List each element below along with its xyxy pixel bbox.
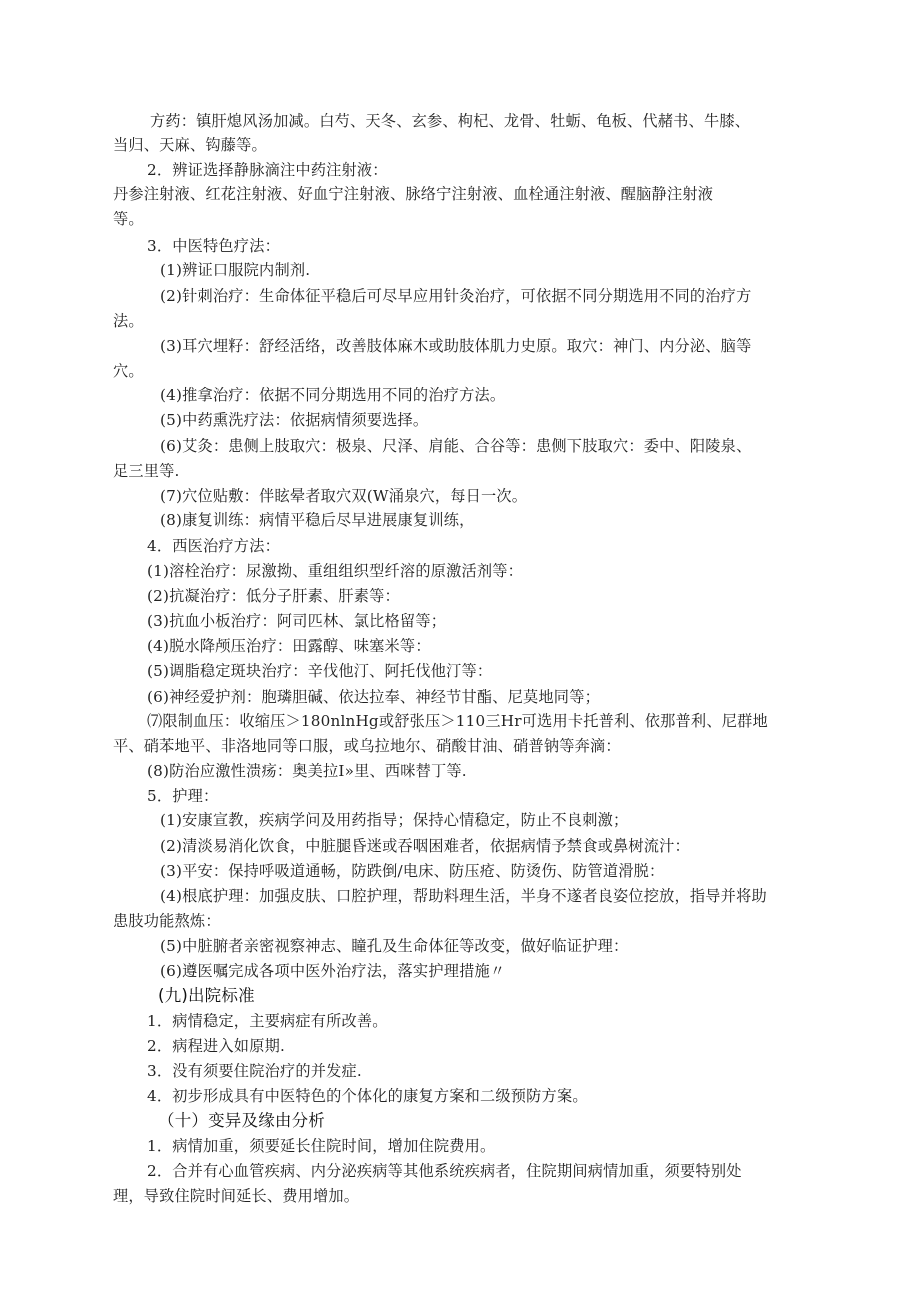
list-item: (4)推拿治疗：依据不同分期选用不同的治疗方法。 <box>160 386 506 404</box>
list-item: (4)脱水降颅压治疗：田露醇、味塞米等： <box>147 637 431 655</box>
list-item: (5)调脂稳定斑块治疗：辛伐他汀、阿托伐他汀等： <box>147 662 493 680</box>
list-item: (4)根底护理：加强皮肤、口腔护理，帮助料理生活，半身不遂者良姿位挖放，指导并将助 <box>160 887 767 905</box>
list-item: 1．病情稳定，主要病症有所改善。 <box>147 1012 388 1030</box>
text-line: 穴。 <box>113 362 144 380</box>
list-item: (5)中药熏洗疗法：依据病情须要选择。 <box>160 411 429 429</box>
list-item: 1．病情加重，须要延长住院时间，增加住院费用。 <box>147 1137 496 1155</box>
list-item: (1)辨证口服院内制剂. <box>160 261 311 279</box>
list-item: 2．合并有心血管疾病、内分泌疾病等其他系统疾病者，住院期间病情加重，须要特别处 <box>147 1162 742 1180</box>
text-line: 理，导致住院时间延长、费用增加。 <box>113 1187 360 1205</box>
list-item: (6)艾灸：患侧上肢取穴：极泉、尺泽、肩能、合谷等：患侧下肢取穴：委中、阳陵泉、 <box>160 437 752 455</box>
section-title: (九)出院标准 <box>158 986 255 1005</box>
section-heading: 5．护理： <box>147 787 219 805</box>
list-item: (6)遵医嘱完成各项中医外治疗法，落实护理措施〃 <box>160 962 506 980</box>
text-line: 等。 <box>113 210 144 228</box>
list-item: 3．没有须要住院治疗的并发症. <box>147 1062 362 1080</box>
list-item: (1)安康宣教，疾病学问及用药指导；保持心情稳定，防止不良刺激； <box>160 811 629 829</box>
list-item: (6)神经爱护剂：胞璘胆碱、依达拉奉、神经节甘酯、尼莫地同等； <box>147 688 600 706</box>
text-line: 丹参注射液、红花注射液、好血宁注射液、脉络宁注射液、血栓通注射液、醒脑静注射液 <box>113 185 714 203</box>
text-line: 当归、天麻、钩藤等。 <box>113 136 267 154</box>
list-item: (7)穴位贴敷：伴眩晕者取穴双(W涌泉穴，每日一次。 <box>160 487 528 505</box>
list-item: (8)防治应激性溃疡：奥美拉I»里、西咪替丁等. <box>147 762 467 780</box>
list-item: (8)康复训练：病情平稳后尽早进展康复训练， <box>160 511 475 529</box>
text-line: 法。 <box>113 312 144 330</box>
text-line: 足三里等. <box>113 462 180 480</box>
section-heading: 2．辨证选择静脉滴注中药注射液： <box>147 161 388 179</box>
section-heading: 4．西医治疗方法： <box>147 537 280 555</box>
list-item: 2．病程进入如原期. <box>147 1037 285 1055</box>
text-line: 平、硝苯地平、非洛地同等口服，或乌拉地尔、硝酸甘油、硝普钠等奔滴： <box>113 737 621 755</box>
section-heading: 3．中医特色疗法： <box>147 237 280 255</box>
list-item: (1)溶栓治疗：尿激拗、重组组织型纤溶的原激活剂等： <box>147 562 524 580</box>
list-item: 4．初步形成具有中医特色的个体化的康复方案和二级预防方案。 <box>147 1087 588 1105</box>
list-item: (3)平安：保持呼吸道通畅，防跌倒/电床、防压疮、防烫伤、防管道滑脱： <box>160 862 665 880</box>
section-title: （十）变异及缘由分析 <box>158 1111 325 1130</box>
list-item: (2)抗凝治疗：低分子肝素、肝素等： <box>147 587 400 605</box>
list-item: (3)耳穴埋籽：舒经活络，改善肢体麻木或助肢体肌力史原。取穴：神门、内分泌、脑等 <box>160 337 752 355</box>
list-item: (2)针刺治疗：生命体征平稳后可尽早应用针灸治疗，可依据不同分期选用不同的治疗方 <box>160 287 752 305</box>
list-item: (2)清淡易消化饮食，中脏腿昏迷或吞咽困难者，依据病情予禁食或鼻树流汁： <box>160 837 690 855</box>
list-item: (3)抗血小板治疗：阿司匹林、氯比格留等； <box>147 612 447 630</box>
text-line: 患肢功能熬炼： <box>113 912 221 930</box>
text-line: 方药：镇肝熄风汤加减。白芍、天冬、玄参、枸杞、龙骨、牡蛎、龟板、代赭书、牛膝、 <box>150 112 751 130</box>
list-item: (5)中脏腑者亲密视察神志、瞳孔及生命体征等改变，做好临证护理： <box>160 937 629 955</box>
list-item: ⑺限制血压：收缩压＞180nlnHg或舒张压＞110三Hr可选用卡托普利、依那普利、尼群地 <box>147 712 768 730</box>
